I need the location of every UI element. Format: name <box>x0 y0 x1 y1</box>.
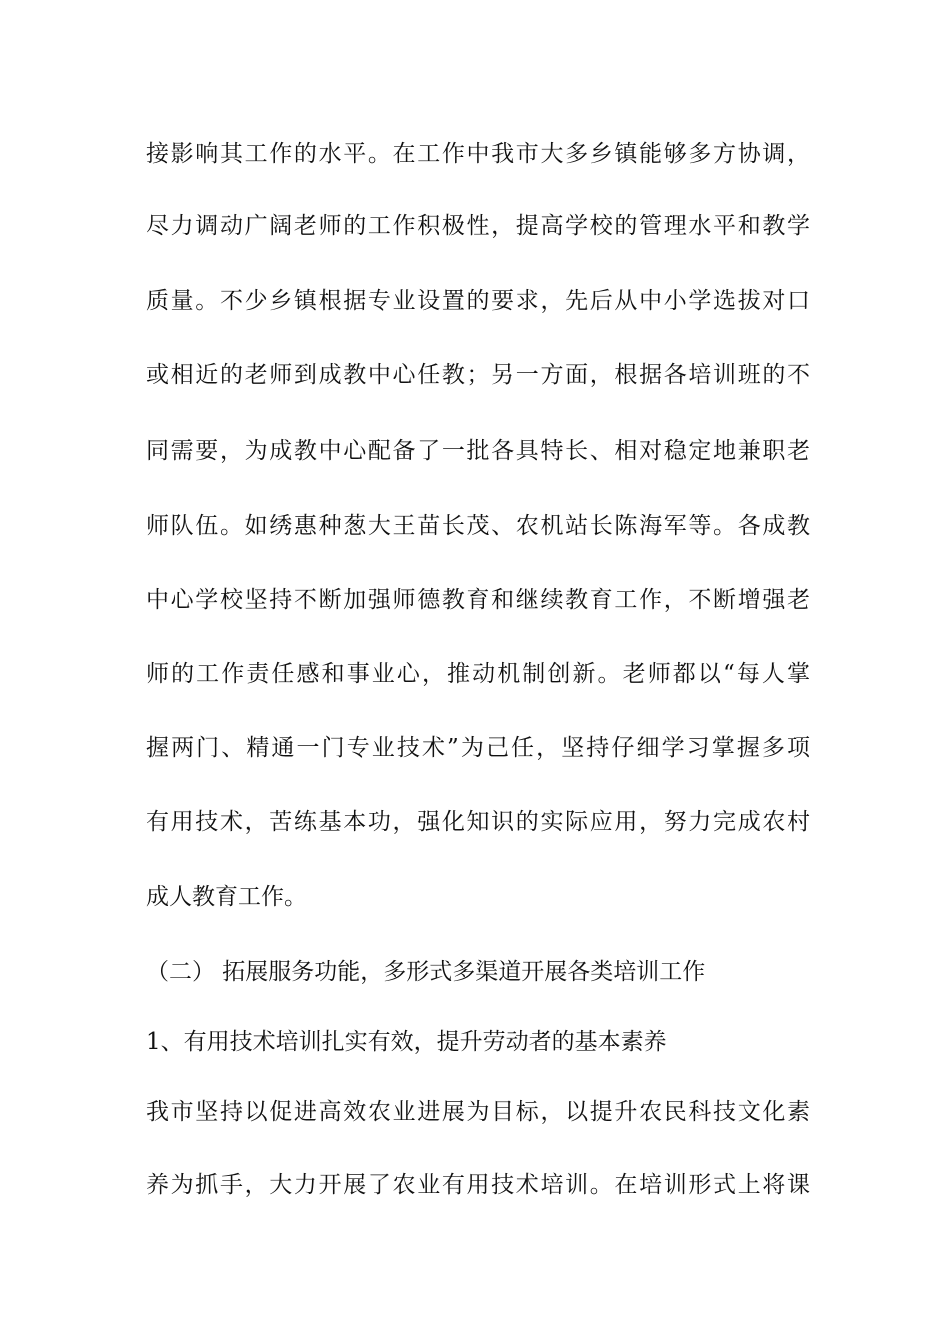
paragraph-line: 成人教育工作。 <box>146 884 307 910</box>
paragraph-line: 同需要，为成教中心配备了一批各具特长、相对稳定地兼职老 <box>146 438 810 464</box>
paragraph-line: 养为抓手，大力开展了农业有用技术培训。在培训形式上将课 <box>146 1172 810 1198</box>
paragraph-line: 师队伍。如绣惠种葱大王苗长茂、农机站长陈海军等。各成教 <box>146 513 810 539</box>
paragraph-line: 尽力调动广阔老师的工作积极性，提高学校的管理水平和教学 <box>146 213 810 239</box>
paragraph-line: 有用技术，苦练基本功，强化知识的实际应用，努力完成农村 <box>146 809 810 835</box>
paragraph-line: 中心学校坚持不断加强师德教育和继续教育工作，不断增强老 <box>146 587 810 613</box>
paragraph-line: 接影响其工作的水平。在工作中我市大多乡镇能够多方协调， <box>146 141 810 167</box>
subsection-heading: 1、有用技术培训扎实有效，提升劳动者的基本素养 <box>146 1029 667 1055</box>
paragraph-line: 或相近的老师到成教中心任教；另一方面，根据各培训班的不 <box>146 362 810 388</box>
paragraph-line: 握两门、精通一门专业技术”为己任，坚持仔细学习掌握多项 <box>146 735 810 761</box>
section-heading: （二） 拓展服务功能，多形式多渠道开展各类培训工作 <box>146 959 706 985</box>
paragraph-line: 我市坚持以促进高效农业进展为目标，以提升农民科技文化素 <box>146 1099 810 1125</box>
paragraph-line: 师的工作责任感和事业心，推动机制创新。老师都以“每人掌 <box>146 661 810 687</box>
paragraph-line: 质量。不少乡镇根据专业设置的要求，先后从中小学选拔对口 <box>146 288 810 314</box>
